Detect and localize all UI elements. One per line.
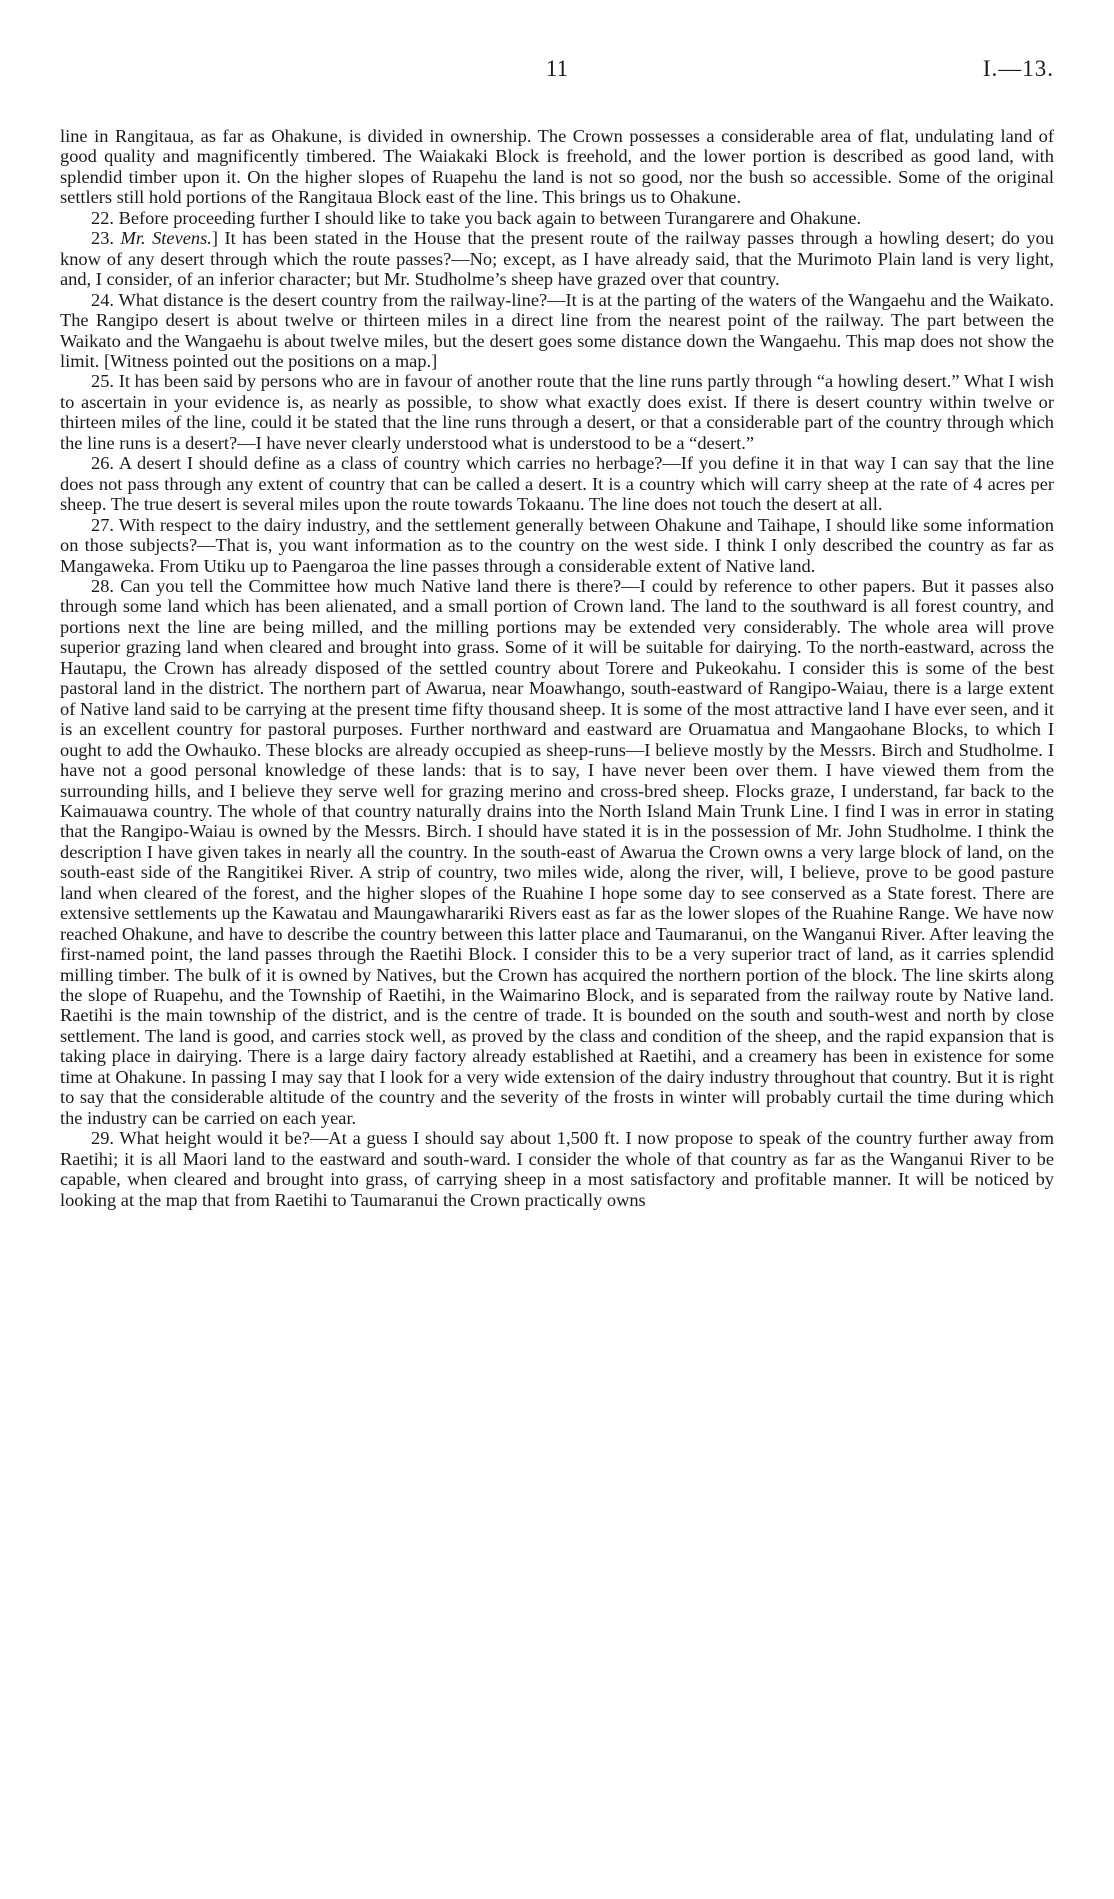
paragraph-text: ] It has been stated in the House that the present route of the railway passes through a howling desert; do you know of any desert through which the route passes?—No; except, as I have already said, that the Murimoto Plain land is very light, and, I consider, of an inferior character; but Mr. Studholme’s sheep have grazed over that country.	[60, 228, 1054, 290]
paragraph-text: 24. What distance is the desert country from the railway-line?—It is at the parting of the waters of the Wangaehu and the Waikato. The Rangipo desert is about twelve or thirteen miles in a direct line from the nearest point of the railway. The part between the Waikato and the Wangaehu is about twelve miles, but the desert goes some distance down the Wangaehu. This map does not show the limit. [Witness pointed out the positions on a map.]	[60, 289, 1054, 371]
paragraph-text: 29. What height would it be?—At a guess I should say about 1,500 ft. I now propose to speak of the country further away from Raetihi; it is all Maori land to the eastward and south-ward. I consider the whole of that country as far as the Wanganui River to be capable, when cleared and brought into grass, of carrying sheep in a most satisfactory and profitable manner. It will be noticed by looking at the map that from Raetihi to Taumaranui the Crown practically owns	[60, 1128, 1054, 1210]
document-reference: I.—13.	[982, 56, 1054, 81]
paragraph-27	[60, 515, 1054, 576]
paragraph-23	[60, 228, 1054, 289]
paragraph-continuation	[60, 126, 1054, 208]
paragraph-26	[60, 453, 1054, 514]
page-number: 11	[545, 56, 569, 81]
paragraph-28	[60, 576, 1054, 1128]
paragraph-text: 27. With respect to the dairy industry, and the settlement generally between Ohakune and Taihape, I should like some information on those subjects?—That is, you want information as to the country on the west side. I think I only described the country as far as Mangaweka. From Utiku up to Paengaroa the line passes through a considerable extent of Native land.	[60, 514, 1054, 576]
paragraph-text: 28. Can you tell the Committee how much Native land there is there?—I could by reference to other papers. But it passes also through some land which has been alienated, and a small portion of Crown land. The land to the southward is all forest country, and portions next the line are being milled, and the milling portions may be extended very considerably. The whole area will prove superior grazing land when cleared and brought into grass. Some of it will be suitable for dairying. To the north-eastward, across the Hautapu, the Crown has already disposed of the settled country about Torere and Pukeokahu. I consider this is some of the best pastoral land in the district. The northern part of Awarua, near Moawhango, south-eastward of Rangipo-Waiau, there is a large extent of Native land said to be carrying at the present time fifty thousand sheep. It is some of the most attractive land I have ever seen, and it is an excellent country for pastoral purposes. Further northward and eastward are Oruamatua and Mangaohane Blocks, to which I ought to add the Owhauko. These blocks are already occupied as sheep-runs—I believe mostly by the Messrs. Birch and Studholme. I have not a good personal knowledge of these lands: that is to say, I have never been over them. I have viewed them from the surrounding hills, and I believe they serve well for grazing merino and cross-bred sheep. Flocks graze, I understand, far back to the Kaimauawa country. The whole of that country naturally drains into the North Island Main Trunk Line. I find I was in error in stating that the Rangipo-Waiau is owned by the Messrs. Birch. I should have stated it is in the possession of Mr. John Studholme. I think the description I have given takes in nearly all the country. In the south-east of Awarua the Crown owns a very large block of land, on the south-east side of the Rangitikei River. A strip of country, two miles wide, along the river, will, I believe, prove to be good pasture land when cleared of the forest, and the higher slopes of the Ruahine I hope some day to see conserved as a State forest. There are extensive settlements up the Kawatau and Maungawharariki Rivers east as far as the lower slopes of the Ruahine Range. We have now reached Ohakune, and have to describe the country between this latter place and Taumaranui, on the Wanganui River. After leaving the first-named point, the land passes through the Raetihi Block. I consider this to be a very superior tract of land, as it carries splendid milling timber. The bulk of it is owned by Natives, but the Crown has acquired the northern portion of the block. The line skirts along the slope of Ruapehu, and the Township of Raetihi, in the Waimarino Block, and is separated from the railway route by Native land. Raetihi is the main township of the district, and is the centre of trade. It is bounded on the south and south-west and north by close settlement. The land is good, and carries stock well, as proved by the class and condition of the sheep, and the rapid expansion that is taking place in dairying. There is a large dairy factory already established at Raetihi, and a creamery has been in existence for some time at Ohakune. In passing I may say that I look for a very wide extension of the dairy industry throughout that country. But it is right to say that the considerable altitude of the country and the severity of the frosts in winter will probably curtail the time during which the industry can be carried on each year.	[60, 575, 1054, 1128]
paragraph-text: 25. It has been said by persons who are in favour of another route that the line runs partly through “a howling desert.” What I wish to ascertain in your evidence is, as nearly as possible, to show what exactly does exist. If there is desert country within twelve or thirteen miles of the line, could it be stated that the line runs through a desert, or that a considerable part of the country through which the line runs is a desert?—I have never clearly understood what is understood to be a “desert.”	[60, 371, 1054, 453]
document-page	[60, 50, 1054, 1210]
paragraph-25	[60, 371, 1054, 453]
paragraph-text: line in Rangitaua, as far as Ohakune, is divided in ownership. The Crown possesses a considerable area of flat, undulating land of good quality and magnificently timbered. The Waiakaki Block is freehold, and the lower portion is described as good land, with splendid timber upon it. On the higher slopes of Ruapehu the land is not so good, nor the bush so accessible. Some of the original settlers still hold portions of the Rangitaua Block east of the line. This brings us to Ohakune.	[60, 126, 1054, 208]
speaker-name: Mr. Stevens.	[120, 228, 212, 249]
paragraph-number: 23.	[91, 228, 121, 249]
body-text	[60, 126, 1054, 1210]
paragraph-29	[60, 1128, 1054, 1210]
paragraph-22	[60, 208, 1054, 228]
paragraph-24	[60, 290, 1054, 372]
paragraph-text: 22. Before proceeding further I should like to take you back again to between Turangarere and Ohakune.	[91, 207, 862, 228]
page-header	[60, 50, 1054, 92]
paragraph-text: 26. A desert I should define as a class of country which carries no herbage?—If you define it in that way I can say that the line does not pass through any extent of country that can be called a desert. It is a country which will carry sheep at the rate of 4 acres per sheep. The true desert is several miles upon the route towards Tokaanu. The line does not touch the desert at all.	[60, 453, 1054, 515]
